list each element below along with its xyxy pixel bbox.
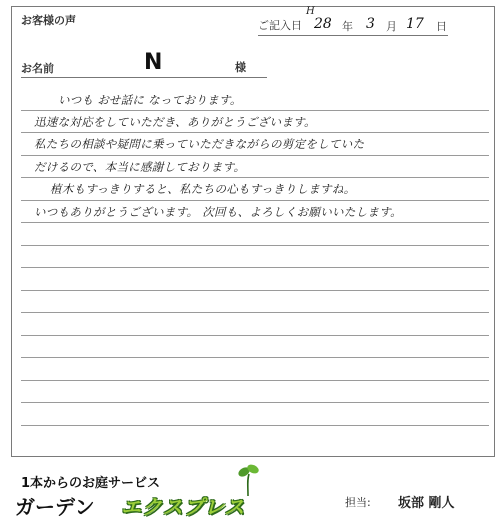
entry-date-year: 28 bbox=[314, 16, 332, 32]
ruled-line bbox=[21, 245, 489, 246]
entry-date bbox=[258, 6, 488, 37]
staff-label: 担当: bbox=[345, 496, 371, 509]
brand-tagline: 1本からのお庭サービス bbox=[21, 476, 161, 491]
ruled-line bbox=[21, 132, 489, 133]
entry-date-era: H bbox=[306, 6, 315, 17]
message-line: 植木もすっきりすると、私たちの心もすっきりしますね。 bbox=[50, 182, 356, 196]
customer-voice-label: お客様の声 bbox=[21, 14, 76, 27]
ruled-line bbox=[21, 267, 489, 268]
message-line: だけるので、本当に感謝しております。 bbox=[34, 160, 246, 174]
entry-date-month-unit: 月 bbox=[386, 20, 397, 33]
ruled-line bbox=[21, 357, 489, 358]
sprout-icon bbox=[236, 462, 262, 496]
entry-date-day-unit: 日 bbox=[436, 20, 447, 33]
customer-name-label: お名前 bbox=[21, 62, 54, 75]
ruled-line bbox=[21, 312, 489, 313]
ruled-line bbox=[21, 425, 489, 426]
customer-name-row bbox=[21, 51, 491, 79]
ruled-line bbox=[21, 110, 489, 111]
staff-name: 坂部 剛人 bbox=[398, 496, 455, 511]
entry-date-day: 17 bbox=[406, 16, 424, 32]
customer-name-underline bbox=[21, 77, 267, 78]
ruled-line bbox=[21, 222, 489, 223]
ruled-line bbox=[21, 402, 489, 403]
entry-date-month: 3 bbox=[366, 16, 375, 32]
ruled-line bbox=[21, 380, 489, 381]
brand-logo-part1: ガーデン bbox=[15, 495, 95, 519]
brand-logo-part2: エクスプレス bbox=[121, 495, 246, 519]
ruled-line bbox=[21, 200, 489, 201]
ruled-line bbox=[21, 155, 489, 156]
customer-name-value: N bbox=[144, 50, 163, 75]
message-line: 迅速な対応をしていただき、ありがとうございます。 bbox=[34, 115, 316, 129]
entry-date-year-unit: 年 bbox=[342, 20, 353, 33]
entry-date-underline bbox=[258, 35, 448, 36]
ruled-line bbox=[21, 335, 489, 336]
message-line: いつもありがとうございます。 次回も、よろしくお願いいたします。 bbox=[34, 205, 402, 219]
footer bbox=[0, 462, 500, 521]
entry-date-label: ご記入日 bbox=[258, 19, 302, 32]
ruled-line bbox=[21, 177, 489, 178]
message-line: いつも おせ話に なっております。 bbox=[58, 93, 242, 107]
ruled-line bbox=[21, 290, 489, 291]
message-line: 私たちの相談や疑問に乗っていただきながらの剪定をしていた bbox=[34, 137, 365, 151]
customer-name-honorific: 様 bbox=[235, 61, 246, 74]
